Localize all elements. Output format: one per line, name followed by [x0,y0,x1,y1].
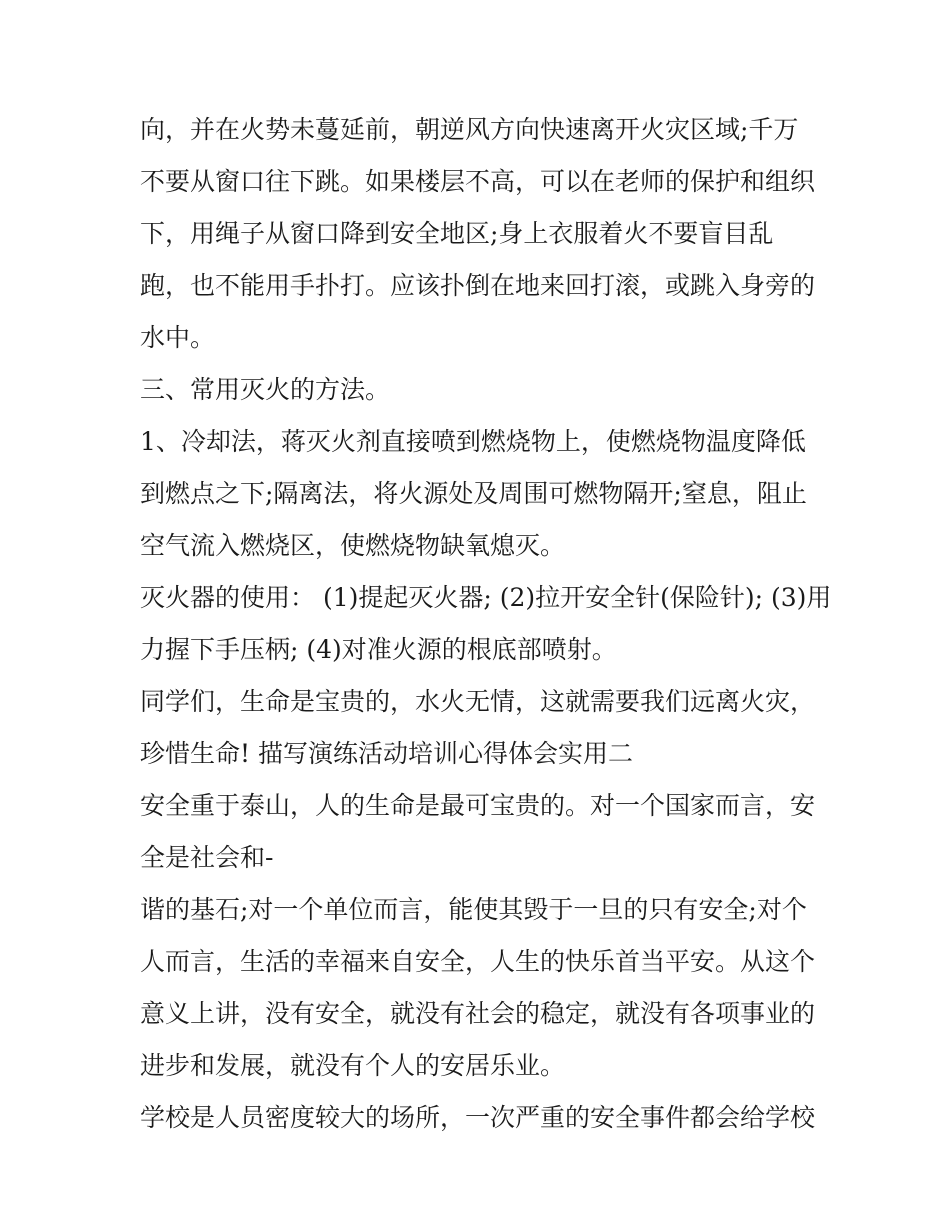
text-line: 学校是人员密度较大的场所，一次严重的安全事件都会给学校 [140,1103,816,1132]
text-line: 进步和发展，就没有个人的安居乐业。 [140,1051,566,1080]
text-line: 不要从窗口往下跳。如果楼层不高，可以在老师的保护和组织 [140,167,816,196]
body-text [140,104,830,1144]
text-line: 跑，也不能用手扑打。应该扑倒在地来回打滚，或跳入身旁的 [140,271,816,300]
text-line: 珍惜生命! 描写演练活动培训心得体会实用二 [140,739,633,768]
section-heading: 三、常用灭火的方法。 [140,375,391,404]
text-line: 全是社会和- [140,843,274,872]
text-line: 向，并在火势未蔓延前，朝逆风方向快速离开火灾区域;千万 [140,115,799,144]
text-line: 空气流入燃烧区，使燃烧物缺氧熄灭。 [140,531,566,560]
text-line: 安全重于泰山，人的生命是最可宝贵的。对一个国家而言，安 [140,791,816,820]
text-line: 同学们，生命是宝贵的，水火无情，这就需要我们远离火灾， [140,687,816,716]
text-line: 力握下手压柄; (4)对准火源的根底部喷射。 [140,635,617,664]
text-line: 意义上讲，没有安全，就没有社会的稳定，就没有各项事业的 [140,999,816,1028]
text-line: 到燃点之下;隔离法，将火源处及周围可燃物隔开;窒息，阻止 [140,479,807,508]
text-line: 1、冷却法，蒋灭火剂直接喷到燃烧物上，使燃烧物温度降低 [140,427,806,456]
text-line: 水中。 [140,323,216,352]
text-line: 下，用绳子从窗口降到安全地区;身上衣服着火不要盲目乱 [140,219,774,248]
text-line: 谐的基石;对一个单位而言，能使其毁于一旦的只有安全;对个 [140,895,807,924]
text-line: 灭火器的使用： (1)提起灭火器; (2)拉开安全针(保险针); (3)用 [140,583,832,612]
text-line: 人而言，生活的幸福来自安全，人生的快乐首当平安。从这个 [140,947,816,976]
